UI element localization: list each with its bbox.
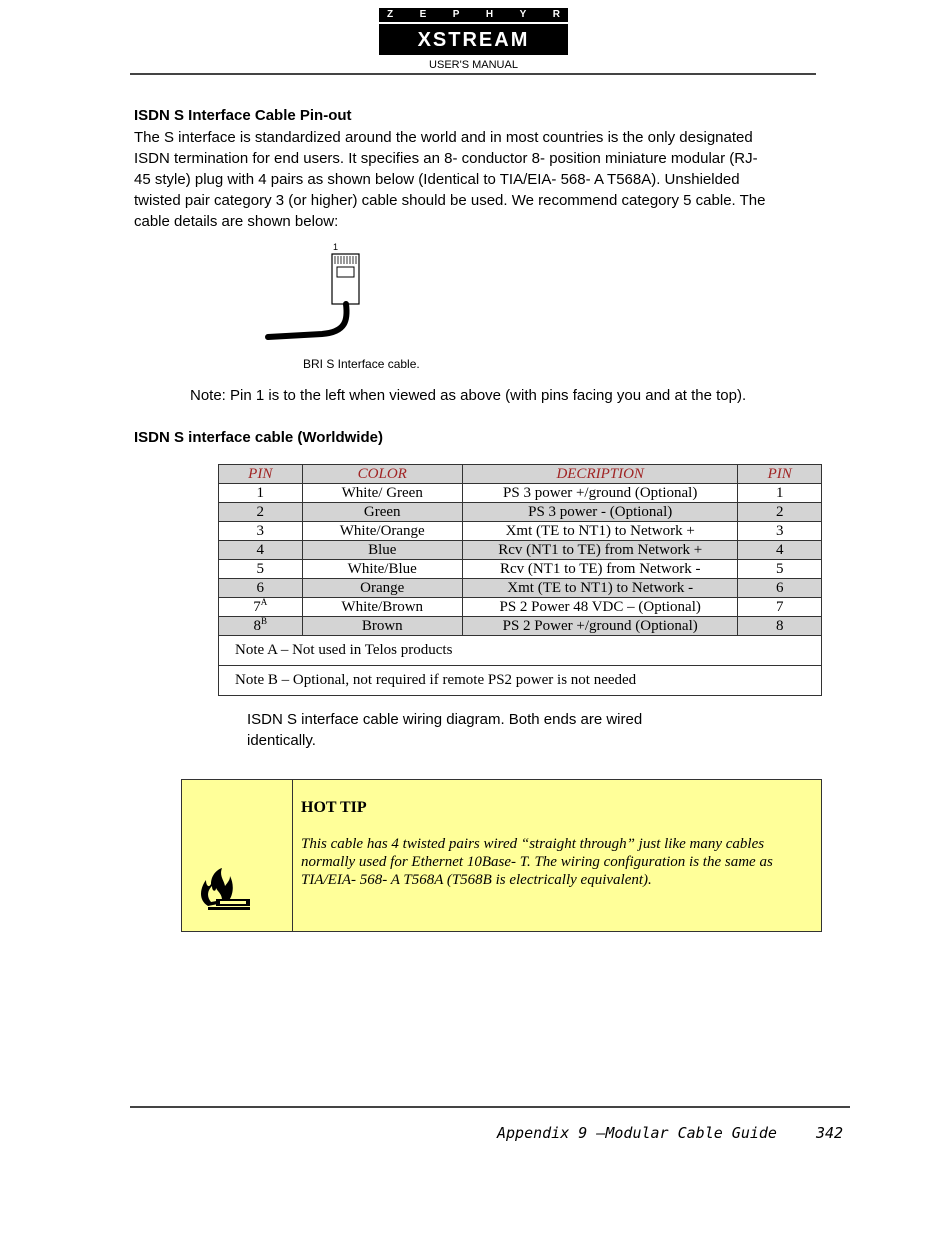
logo-rule [379, 22, 568, 24]
header-divider [130, 73, 816, 75]
footer-divider [130, 1106, 850, 1108]
logo-xstream-text: XSTREAM [417, 29, 530, 51]
intro-paragraph: The S interface is standardized around the world and in most countries is the only designated ISDN termination for end users. It specifies an 8- conductor 8- position miniature modular (RJ- 45 style) plug with 4 pairs as shown below (Identical to TIA/EIA- 568- A T568A). Unshielded twisted pair category 3 (or higher) cable should be used. We recommend category 5 cable. The cable details are shown below: [134, 129, 766, 230]
table-caption: ISDN S interface cable wiring diagram. Both ends are wired identically. [247, 711, 643, 749]
section-title-pinout: ISDN S Interface Cable Pin-out [134, 107, 352, 124]
table-row: $7^A$ White/Brown PS 2 Power 48 VDC – (Optional) 7 [219, 598, 822, 617]
header-color: COLOR [302, 465, 462, 484]
table-header-row [219, 465, 822, 484]
footer-section-title: Appendix 9 –Modular Cable Guide [497, 1124, 777, 1142]
hot-match-icon [194, 866, 252, 914]
table-row: 2 Green PS 3 power - (Optional) 2 [219, 503, 822, 522]
header-description: DECRIPTION [462, 465, 738, 484]
rj45-cable-figure [262, 240, 372, 345]
header-subtitle: USER'S MANUAL [429, 59, 518, 71]
pin-1-label: 1 [333, 242, 339, 252]
note-a: Note A – Not used in Telos products [219, 636, 822, 666]
hot-tip-box [181, 779, 822, 932]
pin1-note: Note: Pin 1 is to the left when viewed as above (with pins facing you and at the top). [190, 387, 747, 404]
figure-caption: BRI S Interface cable. [303, 357, 420, 371]
section-title-worldwide: ISDN S interface cable (Worldwide) [134, 429, 383, 446]
table-row: 5 White/Blue Rcv (NT1 to TE) from Network - 5 [219, 560, 822, 579]
hot-tip-body: This cable has 4 twisted pairs wired “straight through” just like many cables normally used for Ethernet 10Base- T. The wiring configuration is the same as TIA/EIA- 568- A T568A (T568B is electrically equivalent). [301, 836, 773, 888]
hot-tip-title: HOT TIP [301, 799, 367, 816]
page-number: 342 [816, 1124, 844, 1142]
table-row: 4 Blue Rcv (NT1 to TE) from Network + 4 [219, 541, 822, 560]
header-pin: PIN [219, 465, 303, 484]
cable-cord [268, 304, 347, 337]
pin-out-table [218, 464, 822, 696]
table-row: 6 Orange Xmt (TE to NT1) to Network - 6 [219, 579, 822, 598]
table-row: 1 White/ Green PS 3 power +/ground (Optional) 1 [219, 484, 822, 503]
zephyr-xstream-logo [379, 8, 568, 55]
tip-divider [292, 780, 293, 931]
table-note-row [219, 666, 822, 696]
note-b: Note B – Optional, not required if remote PS2 power is not needed [219, 666, 822, 696]
table-row: $8^B$ Brown PS 2 Power +/ground (Optional) 8 [219, 617, 822, 636]
logo-zephyr-letters: Z E P H Y R [387, 9, 560, 20]
plug-body [332, 254, 359, 304]
table-row: 3 White/Orange Xmt (TE to NT1) to Network + 3 [219, 522, 822, 541]
header-pin-2: PIN [738, 465, 822, 484]
table-note-row [219, 636, 822, 666]
